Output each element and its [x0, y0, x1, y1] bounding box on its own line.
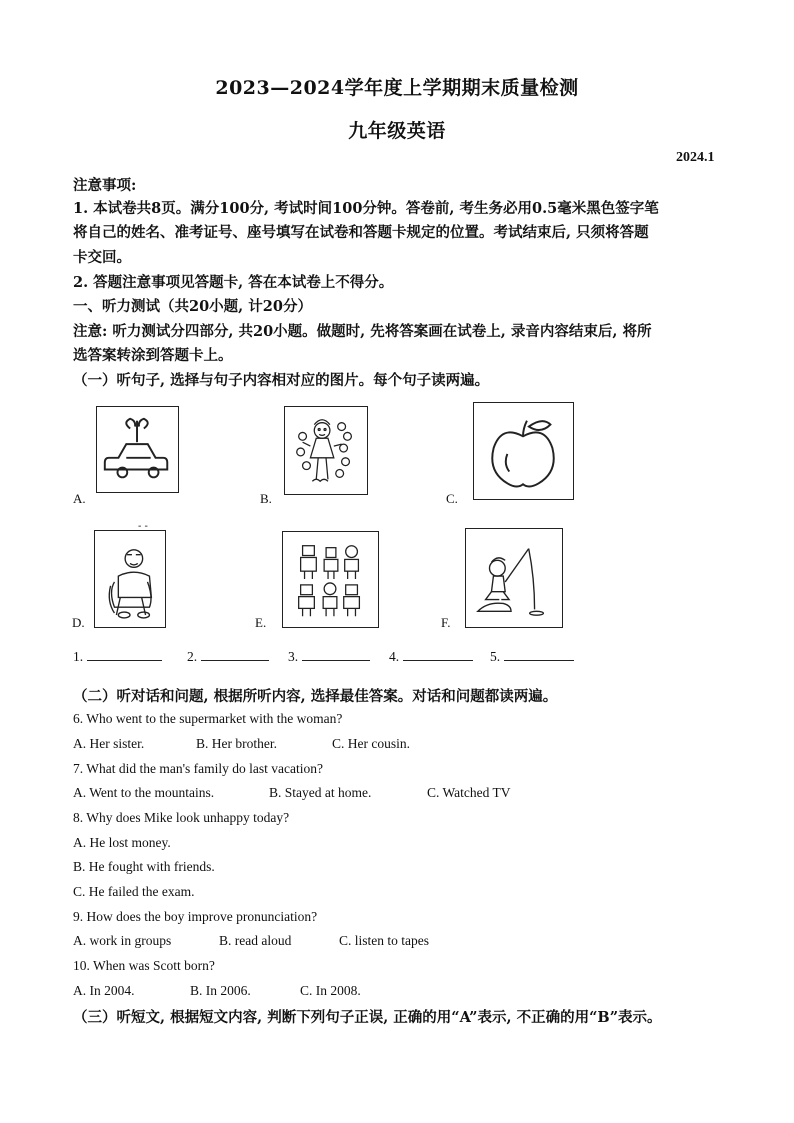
picture-f-label: F. — [441, 615, 451, 630]
notice-heading: 注意事项: — [73, 177, 137, 194]
picture-b-label: B. — [260, 491, 272, 506]
part2-heading: （二）听对话和问题, 根据所听内容, 选择最佳答案。对话和问题都读两遍。 — [73, 688, 558, 705]
question-10: 10. When was Scott born? — [73, 958, 215, 973]
q9-option-a: A. work in groups — [73, 933, 172, 948]
q6-option-c: C. Her cousin. — [332, 736, 410, 751]
q10-option-a: A. In 2004. — [73, 983, 135, 998]
exam-date: 2024.1 — [676, 150, 715, 165]
q9-option-b: B. read aloud — [219, 933, 292, 948]
picture-d-label: D. — [72, 615, 85, 630]
section1-heading: 一、听力测试（共20小题, 计20分） — [73, 298, 312, 315]
q7-option-c: C. Watched TV — [427, 785, 511, 800]
answer-blank-4[interactable]: 4. — [389, 648, 473, 665]
picture-a-label: A. — [73, 491, 86, 506]
section1-note-line2: 选答案转涂到答题卡上。 — [73, 347, 233, 364]
exam-title: 2023—2024学年度上学期期末质量检测 — [215, 77, 579, 99]
answer-blank-5[interactable]: 5. — [490, 648, 574, 665]
question-7: 7. What did the man's family do last vacation? — [73, 761, 323, 776]
part1-heading: （一）听句子, 选择与句子内容相对应的图片。每个句子读两遍。 — [73, 372, 490, 389]
notice-item1-line1: 1. 本试卷共8页。满分100分, 考试时间100分钟。答卷前, 考生务必用0.5毫米黑色签字笔 — [73, 200, 659, 217]
girl-with-flowers-icon — [284, 406, 368, 495]
exam-subtitle: 九年级英语 — [348, 120, 446, 142]
question-6: 6. Who went to the supermarket with the woman? — [73, 711, 343, 726]
q6-option-a: A. Her sister. — [73, 736, 145, 751]
part3-heading: （三）听短文, 根据短文内容, 判断下列句子正误, 正确的用“A”表示, 不正确的用“B”表示。 — [73, 1009, 662, 1026]
question-9: 9. How does the boy improve pronunciation? — [73, 909, 318, 924]
answer-blank-2[interactable]: 2. — [187, 648, 269, 665]
toy-car-icon — [96, 406, 179, 493]
notice-item2: 2. 答题注意事项见答题卡, 答在本试卷上不得分。 — [73, 274, 394, 291]
q7-option-a: A. Went to the mountains. — [73, 785, 215, 800]
apple-icon — [473, 402, 574, 500]
question-8: 8. Why does Mike look unhappy today? — [73, 810, 290, 825]
q8-option-a: A. He lost money. — [73, 835, 171, 850]
picture-c-label: C. — [446, 491, 458, 506]
picture-e-label: E. — [255, 615, 267, 630]
tiny-mark: - - — [138, 521, 148, 532]
q7-option-b: B. Stayed at home. — [269, 785, 372, 800]
notice-item1-line3: 卡交回。 — [73, 249, 131, 266]
q10-option-c: C. In 2008. — [300, 983, 361, 998]
q6-option-b: B. Her brother. — [196, 736, 277, 751]
q10-option-b: B. In 2006. — [190, 983, 251, 998]
answer-blank-3[interactable]: 3. — [288, 648, 370, 665]
robots-icon — [282, 531, 379, 628]
boy-fishing-icon — [465, 528, 563, 628]
section1-note-line1: 注意: 听力测试分四部分, 共20小题。做题时, 先将答案画在试卷上, 录音内容结束后, 将所 — [73, 323, 652, 340]
notice-item1-line2: 将自己的姓名、准考证号、座号填写在试卷和答题卡规定的位置。考试结束后, 只须将答题 — [73, 224, 649, 241]
q8-option-c: C. He failed the exam. — [73, 884, 195, 899]
answer-blank-1[interactable]: 1. — [73, 648, 162, 665]
q9-option-c: C. listen to tapes — [339, 933, 429, 948]
q8-option-b: B. He fought with friends. — [73, 859, 215, 874]
grandpa-icon — [94, 530, 166, 628]
